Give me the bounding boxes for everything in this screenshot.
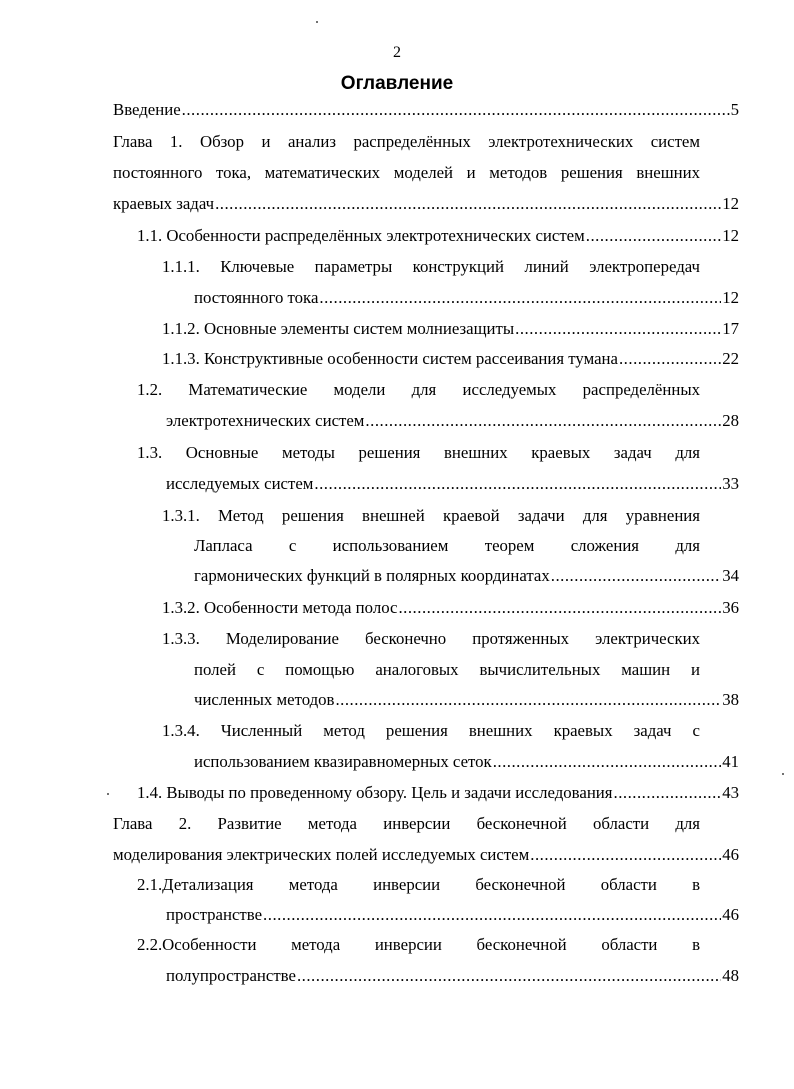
toc-leader-dots (319, 287, 721, 309)
toc-entry-text: полупространстве (166, 966, 296, 985)
toc-leader-dots (551, 565, 721, 587)
toc-entry-text: пространстве (166, 905, 263, 924)
toc-entry-text: Введение (113, 100, 181, 119)
toc-page-number: 12 (722, 194, 739, 213)
toc-entry-text: 1.1. Особенности распределённых электротехнических систем (137, 226, 585, 245)
toc-entry-1-3-4-line2[interactable] (194, 751, 739, 773)
toc-entry-text: 1.3.2. Особенности метода полос (162, 598, 398, 617)
toc-entry-text: численных методов (194, 690, 335, 709)
toc-leader-dots (530, 844, 721, 866)
toc-entry-1-2-line1[interactable]: 1.2. Математические модели для исследуемых распределённых (137, 380, 700, 399)
toc-entry-1-3-line2[interactable] (166, 473, 739, 495)
toc-entry-text: гармонических функций в полярных координатах (194, 566, 550, 585)
toc-leader-dots (215, 193, 721, 215)
toc-entry-1-1-3[interactable] (162, 348, 739, 370)
toc-page-number: 12 (722, 226, 739, 245)
toc-entry-1-1-1-line1[interactable]: 1.1.1. Ключевые параметры конструкций линий электропередач (162, 257, 700, 276)
toc-entry-ch1-line3[interactable] (113, 193, 739, 215)
toc-entry-text: 1.1.2. Основные элементы систем молниезащиты (162, 319, 515, 338)
toc-entry-text: электротехнических систем (166, 411, 365, 430)
scan-speck (782, 773, 784, 775)
page-number: 2 (393, 44, 401, 61)
toc-entry-1-3-3-line1[interactable]: 1.3.3. Моделирование бесконечно протяженных электрических (162, 629, 700, 648)
toc-entry-1-3-1-line3[interactable] (194, 565, 739, 587)
toc-entry-ch2-line1[interactable]: Глава 2. Развитие метода инверсии бесконечной области для (113, 814, 700, 833)
toc-leader-dots (314, 473, 721, 495)
toc-leader-dots (263, 904, 721, 926)
toc-entry-text: 1.1.3. Конструктивные особенности систем рассеивания тумана (162, 349, 618, 368)
toc-entry-1-3-line1[interactable]: 1.3. Основные методы решения внешних краевых задач для (137, 443, 700, 462)
toc-entry-1-1-1-line2[interactable] (194, 287, 739, 309)
toc-entry-text: исследуемых систем (166, 474, 314, 493)
toc-entry-text: постоянного тока (194, 288, 319, 307)
toc-entry-1-3-1-line2[interactable]: Лапласа с использованием теорем сложения для (194, 536, 700, 555)
toc-entry-text: краевых задач (113, 194, 215, 213)
toc-page-number: 17 (722, 319, 739, 338)
toc-page-number: 41 (722, 752, 739, 771)
scan-speck (107, 793, 109, 795)
toc-page-number: 33 (722, 474, 739, 493)
toc-leader-dots (297, 965, 721, 987)
toc-entry-ch1-line2[interactable]: постоянного тока, математических моделей и методов решения внешних (113, 163, 700, 182)
toc-page-number: 28 (722, 411, 739, 430)
toc-entry-ch1-line1[interactable]: Глава 1. Обзор и анализ распределённых электротехнических систем (113, 132, 700, 151)
toc-leader-dots (614, 782, 722, 804)
toc-entry-2-2-line2[interactable] (166, 965, 739, 987)
toc-entry-text: использованием квазиравномерных сеток (194, 752, 492, 771)
toc-leader-dots (493, 751, 722, 773)
toc-entry-1-3-3-line3[interactable] (194, 689, 739, 711)
toc-entry-intro[interactable] (113, 99, 739, 121)
toc-page-number: 5 (730, 100, 739, 119)
toc-page-number: 48 (722, 966, 739, 985)
toc-entry-2-2-line1[interactable]: 2.2.Особенности метода инверсии бесконечной области в (137, 935, 700, 954)
scan-speck (316, 21, 318, 23)
toc-page-number: 22 (722, 349, 739, 368)
toc-entry-2-1-line2[interactable] (166, 904, 739, 926)
toc-entry-1-1[interactable] (137, 225, 739, 247)
toc-entry-1-3-3-line2[interactable]: полей с помощью аналоговых вычислительных машин и (194, 660, 700, 679)
toc-leader-dots (335, 689, 721, 711)
toc-entry-1-1-2[interactable] (162, 318, 739, 340)
toc-entry-1-2-line2[interactable] (166, 410, 739, 432)
toc-entry-text: 1.4. Выводы по проведенному обзору. Цель и задачи исследования (137, 783, 613, 802)
toc-leader-dots (398, 597, 721, 619)
toc-page-number: 43 (722, 783, 739, 802)
toc-entry-text: моделирования электрических полей исследуемых систем (113, 845, 530, 864)
toc-entry-1-4[interactable] (137, 782, 739, 804)
toc-leader-dots (365, 410, 721, 432)
toc-page-number: 46 (722, 905, 739, 924)
toc-entry-1-3-2[interactable] (162, 597, 739, 619)
toc-page-number: 38 (722, 690, 739, 709)
toc-leader-dots (619, 348, 721, 370)
toc-page-number: 12 (722, 288, 739, 307)
toc-entry-1-3-4-line1[interactable]: 1.3.4. Численный метод решения внешних краевых задач с (162, 721, 700, 740)
toc-page-number: 34 (722, 566, 739, 585)
toc-entry-ch2-line2[interactable] (113, 844, 739, 866)
toc-page-number: 46 (722, 845, 739, 864)
toc-leader-dots (586, 225, 721, 247)
toc-entry-2-1-line1[interactable]: 2.1.Детализация метода инверсии бесконечной области в (137, 875, 700, 894)
toc-leader-dots (515, 318, 721, 340)
page-title: Оглавление (340, 73, 454, 94)
toc-leader-dots (182, 99, 730, 121)
toc-entry-1-3-1-line1[interactable]: 1.3.1. Метод решения внешней краевой задачи для уравнения (162, 506, 700, 525)
toc-page-number: 36 (722, 598, 739, 617)
